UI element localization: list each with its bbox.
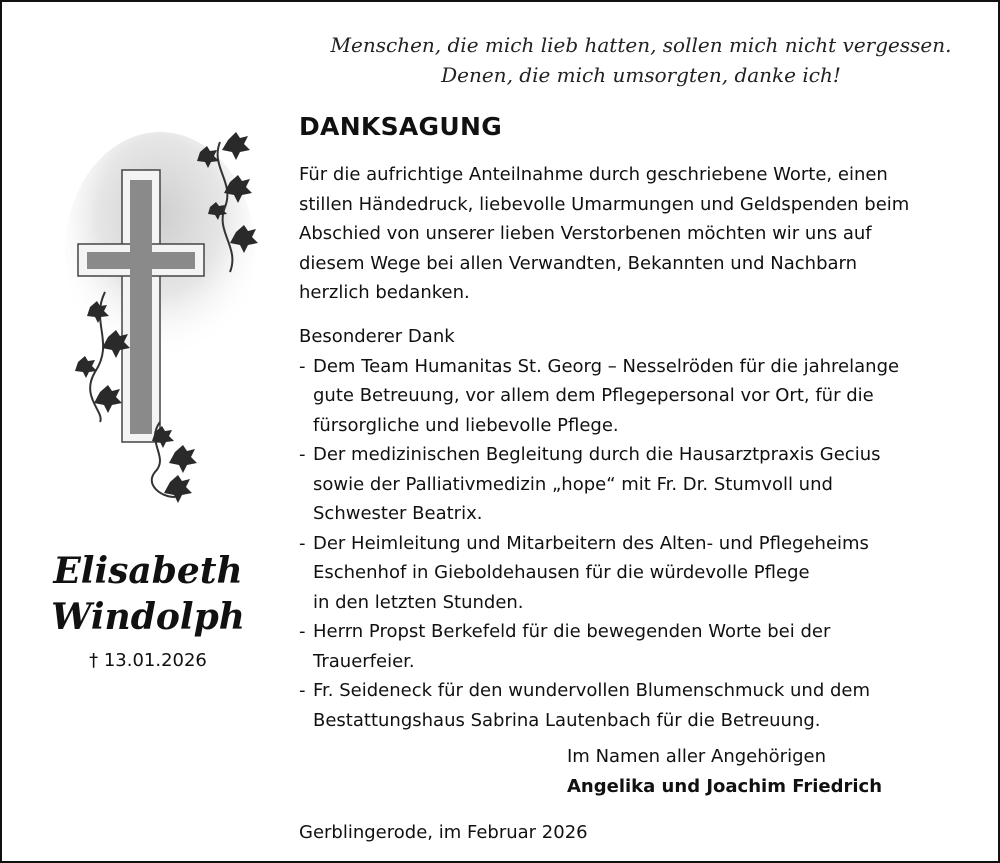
thanks-line: fürsorgliche und liebevolle Pflege. xyxy=(313,414,619,436)
list-dash: - xyxy=(299,680,306,701)
thanks-line: Bestattungshaus Sabrina Lautenbach für die Betreuung. xyxy=(313,709,821,731)
list-dash: - xyxy=(299,355,306,377)
thanks-line: Herrn Propst Berkefeld für die bewegenden Worte bei der xyxy=(313,621,831,642)
deceased-last-name: Windolph xyxy=(51,596,245,638)
signature-names: Angelika und Joachim Friedrich xyxy=(567,775,883,797)
thanks-item xyxy=(299,676,899,735)
signature xyxy=(567,742,882,801)
thanks-line: sowie der Palliativmedizin „hope“ mit Fr. Dr. Stumvoll und xyxy=(313,473,833,495)
thanks-line: Der Heimleitung und Mitarbeitern des Alten- und Pflegeheims xyxy=(313,532,869,554)
list-dash: - xyxy=(299,444,306,465)
thanks-line: in den letzten Stunden. xyxy=(313,591,524,613)
thanks-item xyxy=(299,617,899,676)
list-dash: - xyxy=(299,621,306,642)
list-dash: - xyxy=(299,532,306,554)
thanks-line: Fr. Seideneck für den wundervollen Blumenschmuck und dem xyxy=(313,680,871,701)
thanks-item xyxy=(299,440,899,529)
signature-intro: Im Namen aller Angehörigen xyxy=(567,746,826,767)
thanks-item xyxy=(299,529,899,618)
thanks-line: Der medizinischen Begleitung durch die Hausarztpraxis Gecius xyxy=(313,444,881,465)
cross-with-ivy-icon xyxy=(60,122,270,512)
intro-line: herzlich bedanken. xyxy=(299,282,470,303)
special-thanks-heading: Besonderer Dank xyxy=(299,326,455,347)
thanks-line: Trauerfeier. xyxy=(313,650,415,672)
place-date: Gerblingerode, im Februar 2026 xyxy=(299,822,588,843)
intro-line: stillen Händedruck, liebevolle Umarmungen und Geldspenden beim xyxy=(299,193,910,215)
intro-paragraph xyxy=(299,160,909,308)
motto xyxy=(296,30,986,90)
deceased-first-name: Elisabeth xyxy=(53,550,243,592)
intro-line: Abschied von unserer lieben Verstorbenen möchten wir uns auf xyxy=(299,223,872,244)
intro-line: Für die aufrichtige Anteilnahme durch geschriebene Worte, einen xyxy=(299,164,888,185)
intro-line: diesem Wege bei allen Verwandten, Bekannten und Nachbarn xyxy=(299,252,858,274)
motto-line-2: Denen, die mich umsorgten, danke ich! xyxy=(441,63,841,87)
notice-heading: DANKSAGUNG xyxy=(299,112,503,141)
deceased-name xyxy=(20,548,276,640)
death-date: † 13.01.2026 xyxy=(89,650,207,671)
thanks-line: Eschenhof in Gieboldehausen für die würdevolle Pflege xyxy=(313,562,810,583)
special-thanks xyxy=(299,322,899,735)
thanks-item xyxy=(299,352,899,441)
motto-line-1: Menschen, die mich lieb hatten, sollen mich nicht vergessen. xyxy=(330,33,952,57)
thanks-line: gute Betreuung, vor allem dem Pflegepersonal vor Ort, für die xyxy=(313,385,874,406)
thanks-line: Dem Team Humanitas St. Georg – Nesselröden für die jahrelange xyxy=(313,355,900,377)
thanks-line: Schwester Beatrix. xyxy=(313,503,483,524)
